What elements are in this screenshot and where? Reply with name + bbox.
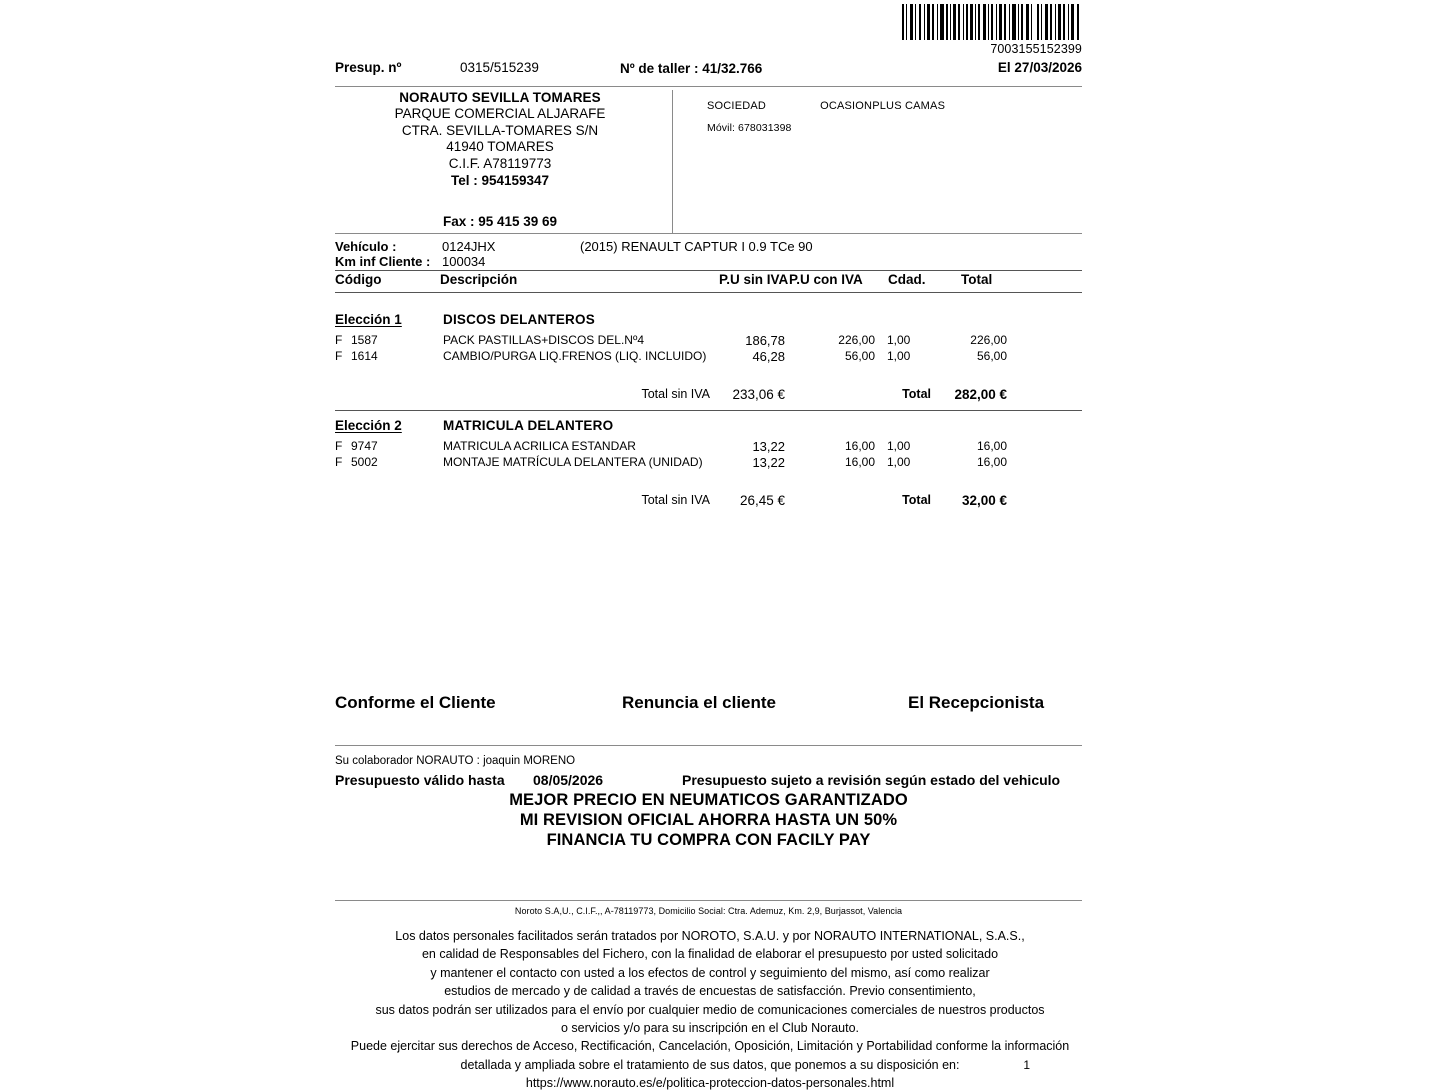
total-value: 32,00 €	[961, 493, 1007, 508]
workshop-number: Nº de taller : 41/32.766	[620, 61, 763, 76]
vehicle-km-row	[335, 254, 1082, 269]
item-description: MATRICULA ACRILICA ESTANDAR	[443, 439, 636, 453]
divider-under-header	[335, 233, 1082, 234]
signature-row	[335, 693, 1082, 717]
total-label: Total	[902, 493, 931, 507]
item-pu-sin-iva: 13,22	[752, 455, 785, 470]
customer-mobile: Móvil: 678031398	[707, 122, 792, 134]
total-sin-iva-value: 233,06 €	[732, 387, 785, 402]
promo-line: FINANCIA TU COMPRA CON FACILY PAY	[546, 830, 871, 849]
vehicle-row	[335, 239, 1082, 254]
col-header-cdad: Cdad.	[888, 272, 926, 287]
item-pu-sin-iva: 13,22	[752, 439, 785, 454]
section-name: DISCOS DELANTEROS	[443, 312, 595, 327]
presup-label: Presup. nº	[335, 60, 402, 75]
legal-line: detallada y ampliada sobre el tratamiento de sus datos, que ponemos a su disposición en:	[460, 1057, 960, 1072]
quote-section	[335, 418, 1082, 511]
barcode-block	[900, 4, 1082, 56]
legal-line: Puede ejercitar sus derechos de Acceso, Rectificación, Cancelación, Oposición, Limitación y Portabilidad conforme la información	[350, 1039, 1070, 1054]
item-quantity: 1,00	[887, 455, 911, 469]
legal-text-block	[330, 927, 1090, 1092]
quote-document	[335, 0, 1082, 1090]
quote-section	[335, 312, 1082, 405]
item-pu-con-iva: 56,00	[844, 349, 875, 363]
legal-line: estudios de mercado y de calidad a través de encuestas de satisfacción. Previo consentimiento,	[444, 984, 976, 999]
section-title-row	[335, 418, 1082, 435]
divider-under-table-head	[335, 292, 1082, 293]
item-total: 16,00	[976, 455, 1007, 469]
km-value: 100034	[442, 254, 486, 269]
table-header	[335, 272, 1082, 290]
store-name: NORAUTO SEVILLA TOMARES	[399, 90, 601, 105]
item-description: MONTAJE MATRÍCULA DELANTERA (UNIDAD)	[443, 455, 703, 469]
col-header-total: Total	[961, 272, 993, 287]
store-address-line1: PARQUE COMERCIAL ALJARAFE	[394, 106, 606, 122]
item-code-prefix: F	[335, 439, 343, 453]
col-header-pu-sin-iva: P.U sin IVA	[719, 272, 789, 287]
divider-above-legal	[335, 900, 1082, 901]
store-phone: Tel : 954159347	[450, 173, 550, 189]
section-name: MATRICULA DELANTERO	[443, 418, 614, 433]
header-box	[335, 90, 1082, 233]
quote-meta-row	[335, 60, 1082, 80]
legal-line: sus datos podrán ser utilizados para el envío por cualquier medio de comunicaciones comerciales de nuestros productos	[375, 1002, 1045, 1017]
item-code: 9747	[351, 439, 378, 453]
item-code-prefix: F	[335, 349, 343, 363]
vehicle-label: Vehículo :	[335, 239, 397, 254]
item-code: 1614	[351, 349, 378, 363]
item-description: CAMBIO/PURGA LIQ.FRENOS (LIQ. INCLUIDO)	[443, 349, 707, 363]
item-quantity: 1,00	[887, 349, 911, 363]
legal-line: o servicios y/o para su inscripción en el Club Norauto.	[560, 1020, 860, 1035]
page-number: 1	[1023, 1058, 1030, 1072]
item-description: PACK PASTILLAS+DISCOS DEL.Nº4	[443, 333, 645, 347]
barcode-number: 7003155152399	[990, 42, 1082, 56]
item-quantity: 1,00	[887, 439, 911, 453]
vehicle-description: (2015) RENAULT CAPTUR I 0.9 TCe 90	[580, 239, 813, 254]
customer-info	[707, 96, 1067, 134]
item-pu-con-iva: 16,00	[844, 455, 875, 469]
section-title-row	[335, 312, 1082, 329]
item-total: 56,00	[976, 349, 1007, 363]
section-eleccion-label: Elección 2	[335, 418, 402, 433]
store-info	[335, 90, 665, 190]
item-code: 5002	[351, 455, 378, 469]
validity-row	[335, 772, 1082, 790]
validity-date: 08/05/2026	[533, 772, 604, 788]
store-cif: C.I.F. A78119773	[448, 155, 552, 171]
item-total: 16,00	[976, 439, 1007, 453]
total-value: 282,00 €	[954, 387, 1007, 402]
divider-under-signatures	[335, 745, 1082, 746]
total-sin-iva-label: Total sin IVA	[641, 493, 710, 507]
validity-note: Presupuesto sujeto a revisión según estado del vehiculo	[682, 772, 1061, 788]
col-header-pu-con-iva: P.U con IVA	[789, 272, 863, 287]
section-totals-row	[335, 387, 1082, 405]
legal-line: y mantener el contacto con usted a los efectos de control y seguimiento del mismo, así como realizar	[430, 965, 990, 980]
item-pu-con-iva: 226,00	[838, 333, 875, 347]
item-quantity: 1,00	[887, 333, 911, 347]
legal-line: Los datos personales facilitados serán tratados por NOROTO, S.A.U. y por NORAUTO INTERNATIONAL, S.A.S.,	[395, 929, 1025, 943]
table-row	[335, 333, 1082, 349]
store-address-line2: CTRA. SEVILLA-TOMARES S/N	[401, 122, 599, 138]
customer-type-label: SOCIEDAD	[707, 100, 767, 112]
store-city: 41940 TOMARES	[446, 139, 554, 155]
legal-policy-url[interactable]: https://www.norauto.es/e/politica-proteccion-datos-personales.html	[525, 1076, 895, 1090]
promotions-block	[335, 791, 1082, 850]
promo-line: MI REVISION OFICIAL AHORRA HASTA UN 50%	[519, 810, 898, 829]
presup-number: 0315/515239	[460, 60, 539, 75]
divider-above-table-head	[335, 270, 1082, 271]
vehicle-info	[335, 239, 1082, 269]
col-header-codigo: Código	[335, 272, 382, 287]
promo-line: MEJOR PRECIO EN NEUMATICOS GARANTIZADO	[509, 791, 908, 809]
section-eleccion-label: Elección 1	[335, 312, 402, 327]
collaborator-text: Su colaborador NORAUTO : joaquin MORENO	[335, 755, 576, 767]
validity-label: Presupuesto válido hasta	[335, 772, 505, 788]
table-row	[335, 439, 1082, 455]
total-sin-iva-value: 26,45 €	[739, 493, 785, 508]
store-fax: Fax : 95 415 39 69	[442, 214, 558, 229]
item-pu-con-iva: 16,00	[844, 439, 875, 453]
signature-recepcionista: El Recepcionista	[908, 693, 1045, 712]
header-vertical-divider	[672, 90, 673, 233]
legal-line: en calidad de Responsables del Fichero, con la finalidad de elaborar el presupuesto por usted solicitado	[421, 947, 999, 962]
divider-under-meta	[335, 86, 1082, 87]
item-code: 1587	[351, 333, 378, 347]
total-sin-iva-label: Total sin IVA	[641, 387, 710, 401]
table-row	[335, 349, 1082, 365]
quote-date: El 27/03/2026	[997, 60, 1082, 75]
item-code-prefix: F	[335, 333, 343, 347]
item-code-prefix: F	[335, 455, 343, 469]
total-label: Total	[902, 387, 931, 401]
section-totals-row	[335, 493, 1082, 511]
item-pu-sin-iva: 186,78	[745, 333, 785, 348]
item-pu-sin-iva: 46,28	[752, 349, 785, 364]
col-header-descripcion: Descripción	[440, 272, 518, 287]
customer-company-row	[707, 96, 1067, 114]
customer-name: OCASIONPLUS CAMAS	[820, 100, 946, 112]
signature-renuncia: Renuncia el cliente	[622, 693, 776, 712]
table-row	[335, 455, 1082, 471]
barcode-icon	[900, 4, 1082, 40]
signature-cliente: Conforme el Cliente	[335, 693, 496, 712]
item-total: 226,00	[970, 333, 1007, 347]
divider-between-sections	[335, 410, 1082, 411]
legal-company-line: Noroto S.A,U., C.I.F.,, A-78119773, Domicilio Social: Ctra. Ademuz, Km. 2,9, Burjassot, Valencia	[514, 906, 903, 916]
vehicle-plate: 0124JHX	[442, 239, 496, 254]
km-label: Km inf Cliente :	[335, 254, 431, 269]
